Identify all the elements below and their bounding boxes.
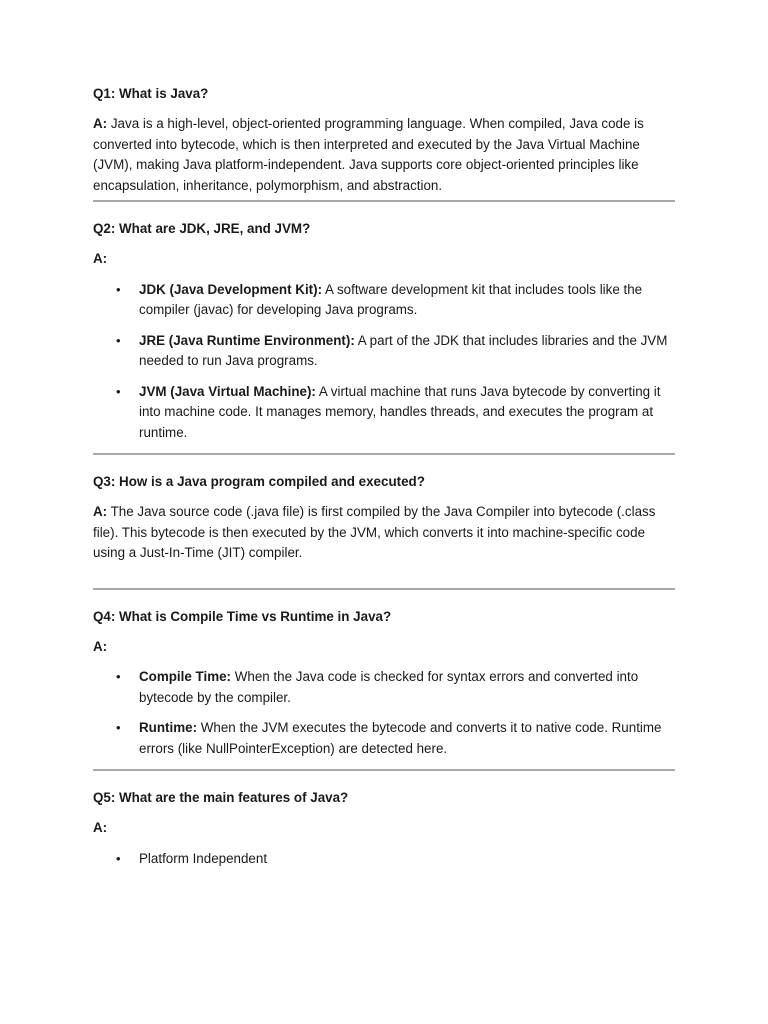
document-page xyxy=(93,84,675,879)
question-heading: Q4: What is Compile Time vs Runtime in Java? xyxy=(93,608,392,624)
list-item-term: JVM (Java Virtual Machine): xyxy=(139,383,316,399)
question-heading: Q2: What are JDK, JRE, and JVM? xyxy=(93,221,311,236)
list-item xyxy=(93,331,675,372)
list-item xyxy=(93,280,675,321)
list-item xyxy=(93,382,675,444)
answer-label: A: xyxy=(93,251,108,266)
list-item-term: Compile Time: xyxy=(139,669,232,684)
section-q1 xyxy=(93,84,675,200)
list-item-text: When the Java code is checked for syntax errors and converted into bytecode by the compiler. xyxy=(139,669,639,705)
bullet: • xyxy=(116,669,121,684)
answer-label: A: xyxy=(93,820,108,835)
list-item-text: A part of the JDK that includes libraries and the JVM needed to run Java programs. xyxy=(139,332,668,368)
answer-list xyxy=(93,280,675,444)
bullet: • xyxy=(116,332,121,348)
list-item-term: JRE (Java Runtime Environment): xyxy=(139,332,355,348)
bullet: • xyxy=(116,281,121,297)
answer-list xyxy=(93,667,675,759)
answer-label: A: xyxy=(93,116,108,131)
answer-list xyxy=(93,849,675,870)
question-heading: Q5: What are the main features of Java? xyxy=(93,790,349,805)
list-item-text: A virtual machine that runs Java bytecode by converting it into machine code. It manages memory, handles threads, and executes the program at runtime. xyxy=(139,383,661,440)
list-item-text: Platform Independent xyxy=(139,850,268,866)
list-item xyxy=(93,667,675,708)
answer-paragraph xyxy=(93,114,675,196)
list-item xyxy=(93,718,675,759)
answer-text: Java is a high-level, object-oriented programming language. When compiled, Java code is converted into bytecode, which is then interpreted and executed by the Java Virtual Machine (JVM), making Java platform-independent. Java supports core object-oriented principles like encapsulation, inheritance, polymorphism, and abstraction. xyxy=(93,116,644,193)
list-item-text: When the JVM executes the bytecode and converts it to native code. Runtime errors (like NullPointerException) are detected here. xyxy=(139,720,662,756)
answer-label: A: xyxy=(93,504,108,519)
list-item xyxy=(93,849,675,870)
list-item-term: Runtime: xyxy=(139,720,198,735)
bullet: • xyxy=(116,850,121,866)
bullet: • xyxy=(116,383,121,399)
section-q3 xyxy=(93,455,675,588)
answer-paragraph xyxy=(93,502,675,564)
section-q5 xyxy=(93,771,675,869)
answer-label: A: xyxy=(93,638,108,654)
list-item-term: JDK (Java Development Kit): xyxy=(139,281,323,297)
section-q2 xyxy=(93,202,675,443)
bullet: • xyxy=(116,720,121,735)
question-heading: Q1: What is Java? xyxy=(93,86,209,101)
answer-text: The Java source code (.java file) is first compiled by the Java Compiler into bytecode (.class file). This bytecode is then executed by the JVM, which converts it into machine-specific code using a Just-In-Time (JIT) compiler. xyxy=(93,504,656,560)
question-heading: Q3: How is a Java program compiled and executed? xyxy=(93,474,425,489)
section-q4 xyxy=(93,590,675,760)
list-item-text: A software development kit that includes tools like the compiler (javac) for developing Java programs. xyxy=(139,281,643,317)
